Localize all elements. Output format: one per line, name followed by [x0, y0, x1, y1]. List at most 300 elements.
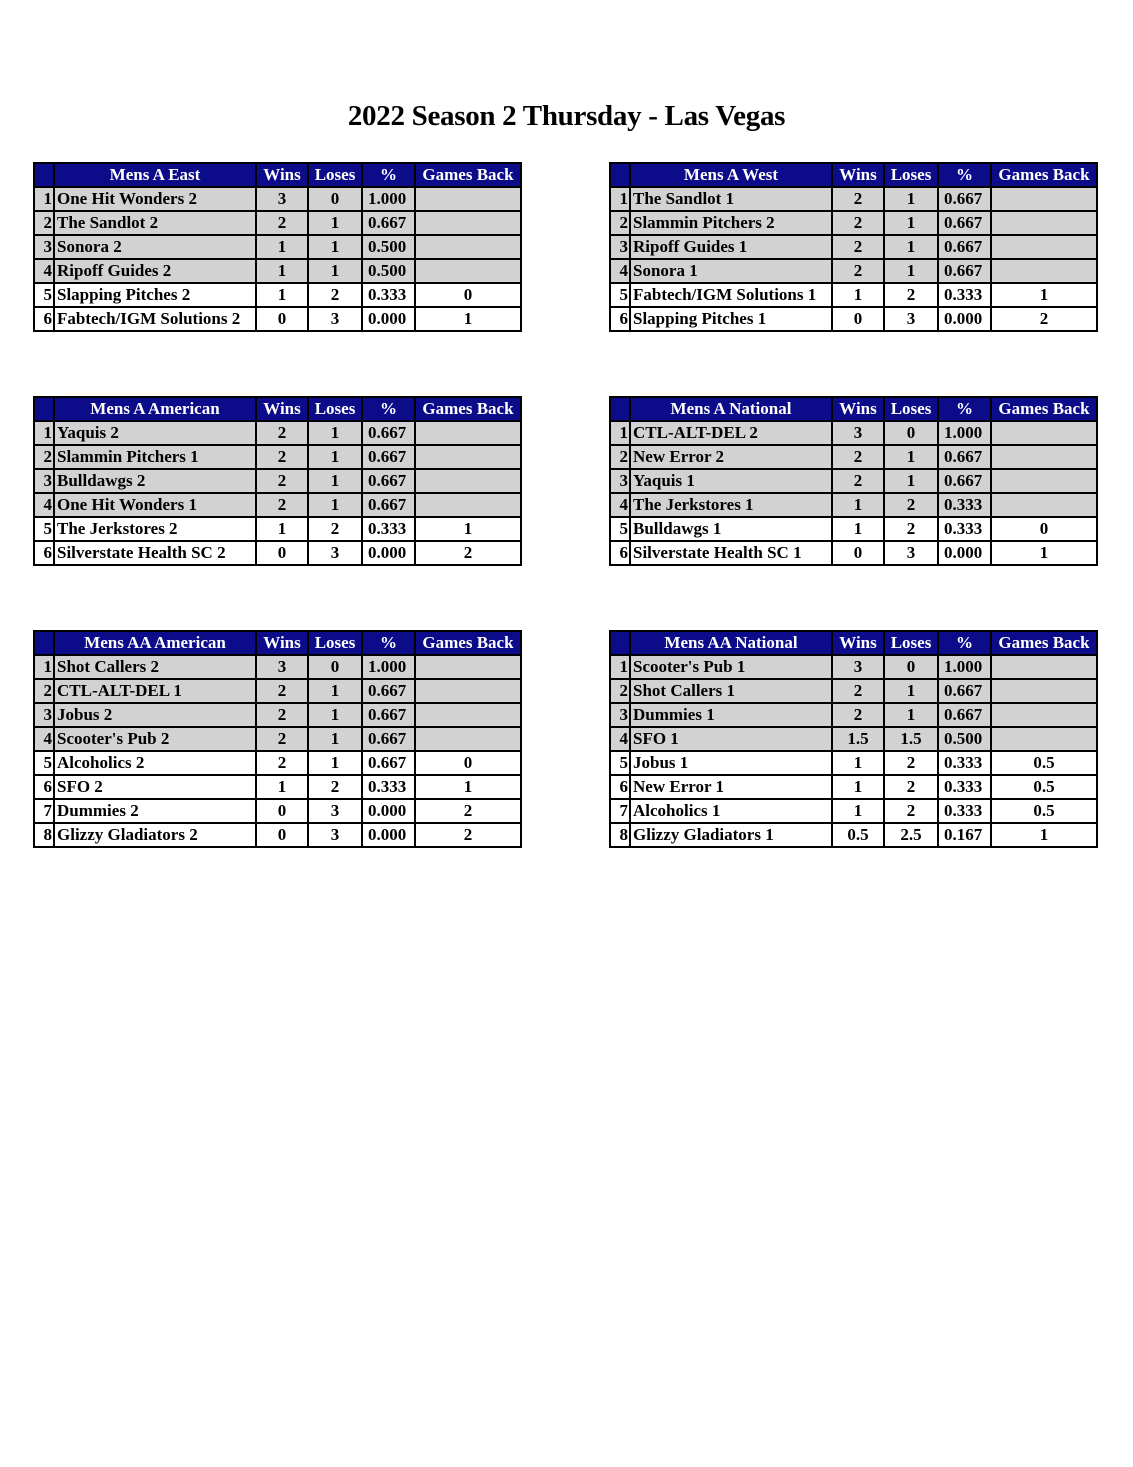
games-back-cell	[415, 187, 521, 211]
games-back-cell	[991, 259, 1097, 283]
rank-cell: 2	[610, 211, 630, 235]
team-name-cell: Bulldawgs 1	[630, 517, 832, 541]
team-name-cell: Alcoholics 1	[630, 799, 832, 823]
team-name-cell: Dummies 2	[54, 799, 256, 823]
table-row	[34, 727, 521, 751]
header-row	[34, 397, 521, 421]
loses-cell: 1	[308, 727, 362, 751]
games-back-cell	[991, 493, 1097, 517]
team-name-cell: Dummies 1	[630, 703, 832, 727]
header-row	[34, 163, 521, 187]
games-back-cell	[991, 421, 1097, 445]
team-name-cell: Yaquis 2	[54, 421, 256, 445]
wins-cell: 2	[832, 703, 884, 727]
wins-cell: 1	[256, 259, 308, 283]
rank-cell: 6	[610, 307, 630, 331]
wins-cell: 1	[256, 517, 308, 541]
wins-cell: 2	[832, 259, 884, 283]
page-title: 2022 Season 2 Thursday - Las Vegas	[347, 100, 786, 132]
games-back-cell	[415, 493, 521, 517]
wins-cell: 2	[256, 445, 308, 469]
pct-cell: 0.333	[362, 775, 415, 799]
rank-cell: 3	[610, 703, 630, 727]
games-back-cell	[415, 421, 521, 445]
pct-cell: 0.667	[938, 469, 991, 493]
team-name-cell: Slapping Pitches 1	[630, 307, 832, 331]
games-back-cell: 1	[415, 517, 521, 541]
games-back-cell	[415, 469, 521, 493]
loses-cell: 2	[308, 517, 362, 541]
wins-header: Wins	[832, 163, 884, 187]
pct-cell: 1.000	[938, 421, 991, 445]
team-name-cell: Glizzy Gladiators 1	[630, 823, 832, 847]
loses-cell: 0	[884, 655, 938, 679]
team-name-cell: Ripoff Guides 2	[54, 259, 256, 283]
pct-cell: 0.000	[362, 823, 415, 847]
division-name: Mens A American	[54, 397, 256, 421]
rank-header	[34, 163, 54, 187]
team-name-cell: New Error 1	[630, 775, 832, 799]
table-row	[34, 445, 521, 469]
games-back-header: Games Back	[991, 631, 1097, 655]
pct-cell: 0.000	[362, 799, 415, 823]
table-row	[610, 283, 1097, 307]
loses-cell: 1	[308, 421, 362, 445]
wins-cell: 1	[256, 235, 308, 259]
team-name-cell: Shot Callers 2	[54, 655, 256, 679]
wins-cell: 2	[832, 445, 884, 469]
rank-cell: 1	[610, 421, 630, 445]
wins-cell: 1	[256, 283, 308, 307]
rank-cell: 2	[34, 211, 54, 235]
rank-cell: 5	[610, 751, 630, 775]
loses-cell: 2	[884, 799, 938, 823]
standings-table-mens-a-american	[33, 396, 522, 566]
loses-header: Loses	[884, 163, 938, 187]
wins-cell: 0	[256, 799, 308, 823]
rank-cell: 4	[34, 259, 54, 283]
table-row	[610, 235, 1097, 259]
team-name-cell: SFO 2	[54, 775, 256, 799]
games-back-cell: 2	[415, 823, 521, 847]
table-row	[610, 421, 1097, 445]
team-name-cell: One Hit Wonders 2	[54, 187, 256, 211]
pct-cell: 1.000	[362, 187, 415, 211]
table-row	[34, 655, 521, 679]
loses-cell: 1	[884, 211, 938, 235]
table-row	[610, 823, 1097, 847]
table-row	[34, 259, 521, 283]
loses-cell: 2	[884, 775, 938, 799]
loses-cell: 1	[308, 445, 362, 469]
team-name-cell: Scooter's Pub 2	[54, 727, 256, 751]
team-name-cell: Alcoholics 2	[54, 751, 256, 775]
pct-cell: 0.333	[938, 751, 991, 775]
team-name-cell: Sonora 1	[630, 259, 832, 283]
rank-cell: 3	[34, 235, 54, 259]
loses-cell: 1	[884, 469, 938, 493]
pct-cell: 0.500	[938, 727, 991, 751]
table-row	[34, 751, 521, 775]
table-row	[610, 493, 1097, 517]
wins-cell: 2	[832, 679, 884, 703]
rank-cell: 6	[34, 775, 54, 799]
wins-cell: 1.5	[832, 727, 884, 751]
loses-header: Loses	[884, 397, 938, 421]
wins-cell: 2	[256, 727, 308, 751]
rank-cell: 7	[34, 799, 54, 823]
rank-cell: 4	[610, 259, 630, 283]
games-back-cell: 1	[415, 775, 521, 799]
games-back-cell	[415, 655, 521, 679]
team-name-cell: Slammin Pitchers 1	[54, 445, 256, 469]
rank-header	[610, 397, 630, 421]
rank-cell: 3	[34, 703, 54, 727]
pct-cell: 0.667	[362, 469, 415, 493]
games-back-header: Games Back	[991, 163, 1097, 187]
pct-cell: 0.500	[362, 259, 415, 283]
wins-cell: 1	[832, 517, 884, 541]
team-name-cell: Glizzy Gladiators 2	[54, 823, 256, 847]
team-name-cell: Slammin Pitchers 2	[630, 211, 832, 235]
standings-table-mens-aa-national	[609, 630, 1098, 848]
pct-cell: 0.333	[938, 799, 991, 823]
rank-header	[610, 163, 630, 187]
loses-cell: 3	[308, 541, 362, 565]
rank-cell: 6	[34, 541, 54, 565]
loses-cell: 1	[308, 211, 362, 235]
loses-cell: 2	[308, 283, 362, 307]
rank-cell: 5	[34, 517, 54, 541]
rank-cell: 5	[34, 283, 54, 307]
rank-cell: 1	[34, 421, 54, 445]
games-back-cell: 0.5	[991, 799, 1097, 823]
loses-cell: 1.5	[884, 727, 938, 751]
rank-header	[610, 631, 630, 655]
loses-header: Loses	[308, 631, 362, 655]
games-back-cell: 2	[415, 541, 521, 565]
games-back-cell: 1	[991, 823, 1097, 847]
loses-cell: 0	[308, 187, 362, 211]
pct-cell: 0.167	[938, 823, 991, 847]
games-back-cell: 1	[991, 541, 1097, 565]
team-name-cell: Bulldawgs 2	[54, 469, 256, 493]
loses-cell: 1	[884, 679, 938, 703]
games-back-cell: 2	[991, 307, 1097, 331]
games-back-header: Games Back	[415, 631, 521, 655]
pct-cell: 1.000	[362, 655, 415, 679]
games-back-header: Games Back	[415, 163, 521, 187]
rank-cell: 2	[610, 679, 630, 703]
team-name-cell: Ripoff Guides 1	[630, 235, 832, 259]
header-row	[34, 631, 521, 655]
table-row	[34, 679, 521, 703]
standings-table-mens-aa-american	[33, 630, 522, 848]
pct-cell: 0.667	[938, 211, 991, 235]
rank-cell: 4	[34, 727, 54, 751]
wins-cell: 2	[832, 469, 884, 493]
table-row	[610, 187, 1097, 211]
division-name: Mens A National	[630, 397, 832, 421]
pct-cell: 0.667	[362, 679, 415, 703]
rank-cell: 1	[34, 655, 54, 679]
team-name-cell: Fabtech/IGM Solutions 1	[630, 283, 832, 307]
table-row	[34, 823, 521, 847]
wins-cell: 1	[832, 775, 884, 799]
games-back-cell	[991, 469, 1097, 493]
loses-cell: 1	[308, 679, 362, 703]
loses-cell: 1	[884, 259, 938, 283]
table-row	[610, 727, 1097, 751]
table-row	[34, 307, 521, 331]
rank-cell: 6	[610, 775, 630, 799]
games-back-cell: 0.5	[991, 775, 1097, 799]
table-row	[610, 541, 1097, 565]
rank-cell: 3	[34, 469, 54, 493]
standings-table-mens-a-east	[33, 162, 522, 332]
rank-cell: 6	[610, 541, 630, 565]
loses-header: Loses	[308, 397, 362, 421]
loses-cell: 2	[884, 517, 938, 541]
team-name-cell: One Hit Wonders 1	[54, 493, 256, 517]
wins-header: Wins	[832, 631, 884, 655]
rank-cell: 2	[610, 445, 630, 469]
team-name-cell: CTL-ALT-DEL 1	[54, 679, 256, 703]
wins-cell: 1	[832, 493, 884, 517]
pct-cell: 0.667	[362, 421, 415, 445]
table-row	[610, 799, 1097, 823]
pct-cell: 1.000	[938, 655, 991, 679]
wins-cell: 0	[256, 823, 308, 847]
loses-cell: 1	[884, 703, 938, 727]
table-row	[610, 517, 1097, 541]
wins-header: Wins	[256, 397, 308, 421]
games-back-cell	[991, 727, 1097, 751]
wins-cell: 2	[832, 187, 884, 211]
team-name-cell: SFO 1	[630, 727, 832, 751]
table-row	[34, 703, 521, 727]
games-back-header: Games Back	[415, 397, 521, 421]
loses-cell: 3	[308, 799, 362, 823]
division-name: Mens AA American	[54, 631, 256, 655]
pct-cell: 0.667	[362, 493, 415, 517]
games-back-cell: 0	[415, 751, 521, 775]
wins-cell: 1	[256, 775, 308, 799]
loses-cell: 1	[308, 259, 362, 283]
pct-cell: 0.000	[362, 307, 415, 331]
pct-cell: 0.667	[362, 445, 415, 469]
wins-cell: 3	[256, 187, 308, 211]
rank-cell: 3	[610, 469, 630, 493]
pct-header: %	[362, 397, 415, 421]
wins-cell: 3	[256, 655, 308, 679]
loses-cell: 1	[308, 235, 362, 259]
pct-cell: 0.667	[362, 703, 415, 727]
division-name: Mens AA National	[630, 631, 832, 655]
games-back-cell	[991, 655, 1097, 679]
games-back-cell	[415, 703, 521, 727]
rank-cell: 2	[34, 679, 54, 703]
table-row	[34, 283, 521, 307]
rank-cell: 1	[610, 655, 630, 679]
table-row	[610, 679, 1097, 703]
table-row	[34, 517, 521, 541]
team-name-cell: Silverstate Health SC 2	[54, 541, 256, 565]
team-name-cell: Slapping Pitches 2	[54, 283, 256, 307]
wins-cell: 2	[256, 703, 308, 727]
wins-header: Wins	[256, 631, 308, 655]
pct-cell: 0.000	[938, 307, 991, 331]
pct-cell: 0.333	[362, 517, 415, 541]
table-row	[610, 751, 1097, 775]
games-back-cell	[991, 679, 1097, 703]
pct-cell: 0.667	[938, 235, 991, 259]
wins-cell: 0	[832, 307, 884, 331]
loses-cell: 1	[308, 703, 362, 727]
loses-cell: 1	[884, 445, 938, 469]
pct-cell: 0.333	[362, 283, 415, 307]
table-row	[34, 799, 521, 823]
rank-cell: 1	[34, 187, 54, 211]
wins-cell: 0.5	[832, 823, 884, 847]
table-row	[34, 235, 521, 259]
table-row	[610, 775, 1097, 799]
table-row	[34, 421, 521, 445]
pct-header: %	[362, 631, 415, 655]
rank-cell: 3	[610, 235, 630, 259]
table-row	[610, 445, 1097, 469]
games-back-cell: 0.5	[991, 751, 1097, 775]
games-back-cell	[991, 235, 1097, 259]
team-name-cell: The Sandlot 1	[630, 187, 832, 211]
wins-cell: 0	[256, 307, 308, 331]
loses-cell: 0	[308, 655, 362, 679]
games-back-cell	[991, 445, 1097, 469]
loses-cell: 1	[308, 469, 362, 493]
wins-cell: 2	[256, 679, 308, 703]
standings-table-mens-a-national	[609, 396, 1098, 566]
team-name-cell: Sonora 2	[54, 235, 256, 259]
pct-cell: 0.667	[938, 703, 991, 727]
team-name-cell: Yaquis 1	[630, 469, 832, 493]
table-row	[610, 469, 1097, 493]
pct-cell: 0.500	[362, 235, 415, 259]
games-back-cell	[415, 211, 521, 235]
pct-cell: 0.333	[938, 283, 991, 307]
team-name-cell: Shot Callers 1	[630, 679, 832, 703]
loses-cell: 1	[308, 493, 362, 517]
pct-header: %	[938, 163, 991, 187]
loses-cell: 2	[884, 493, 938, 517]
loses-cell: 0	[884, 421, 938, 445]
pct-cell: 0.667	[938, 187, 991, 211]
loses-cell: 2	[884, 283, 938, 307]
rank-cell: 2	[34, 445, 54, 469]
pct-header: %	[938, 397, 991, 421]
pct-cell: 0.667	[362, 751, 415, 775]
wins-cell: 1	[832, 751, 884, 775]
table-row	[610, 655, 1097, 679]
pct-header: %	[362, 163, 415, 187]
wins-header: Wins	[256, 163, 308, 187]
rank-header	[34, 631, 54, 655]
table-row	[610, 703, 1097, 727]
loses-cell: 2	[308, 775, 362, 799]
rank-header	[34, 397, 54, 421]
wins-header: Wins	[832, 397, 884, 421]
wins-cell: 2	[256, 751, 308, 775]
standings-table-mens-a-west	[609, 162, 1098, 332]
games-back-cell	[415, 445, 521, 469]
team-name-cell: New Error 2	[630, 445, 832, 469]
team-name-cell: Silverstate Health SC 1	[630, 541, 832, 565]
wins-cell: 3	[832, 655, 884, 679]
table-row	[34, 775, 521, 799]
loses-cell: 3	[308, 823, 362, 847]
rank-cell: 5	[610, 517, 630, 541]
rank-cell: 1	[610, 187, 630, 211]
pct-cell: 0.000	[938, 541, 991, 565]
wins-cell: 3	[832, 421, 884, 445]
pct-cell: 0.000	[362, 541, 415, 565]
games-back-cell	[415, 259, 521, 283]
team-name-cell: CTL-ALT-DEL 2	[630, 421, 832, 445]
loses-cell: 2.5	[884, 823, 938, 847]
table-row	[610, 259, 1097, 283]
team-name-cell: Jobus 1	[630, 751, 832, 775]
games-back-cell	[415, 679, 521, 703]
loses-cell: 2	[884, 751, 938, 775]
table-row	[34, 493, 521, 517]
table-row	[34, 187, 521, 211]
wins-cell: 2	[832, 211, 884, 235]
pct-cell: 0.333	[938, 775, 991, 799]
header-row	[610, 397, 1097, 421]
table-row	[34, 541, 521, 565]
wins-cell: 0	[832, 541, 884, 565]
games-back-cell: 2	[415, 799, 521, 823]
rank-cell: 8	[610, 823, 630, 847]
games-back-cell	[991, 211, 1097, 235]
rank-cell: 8	[34, 823, 54, 847]
games-back-cell	[991, 703, 1097, 727]
games-back-cell: 1	[415, 307, 521, 331]
games-back-cell	[415, 235, 521, 259]
team-name-cell: The Jerkstores 2	[54, 517, 256, 541]
rank-cell: 5	[34, 751, 54, 775]
table-row	[34, 469, 521, 493]
division-name: Mens A East	[54, 163, 256, 187]
games-back-cell: 0	[415, 283, 521, 307]
games-back-cell	[415, 727, 521, 751]
pct-cell: 0.333	[938, 493, 991, 517]
loses-cell: 3	[308, 307, 362, 331]
rank-cell: 7	[610, 799, 630, 823]
games-back-header: Games Back	[991, 397, 1097, 421]
team-name-cell: Scooter's Pub 1	[630, 655, 832, 679]
pct-cell: 0.667	[362, 727, 415, 751]
wins-cell: 0	[256, 541, 308, 565]
pct-cell: 0.333	[938, 517, 991, 541]
rank-cell: 5	[610, 283, 630, 307]
rank-cell: 6	[34, 307, 54, 331]
wins-cell: 2	[256, 211, 308, 235]
games-back-cell: 0	[991, 517, 1097, 541]
loses-cell: 1	[884, 187, 938, 211]
loses-cell: 1	[884, 235, 938, 259]
rank-cell: 4	[610, 493, 630, 517]
loses-cell: 3	[884, 307, 938, 331]
